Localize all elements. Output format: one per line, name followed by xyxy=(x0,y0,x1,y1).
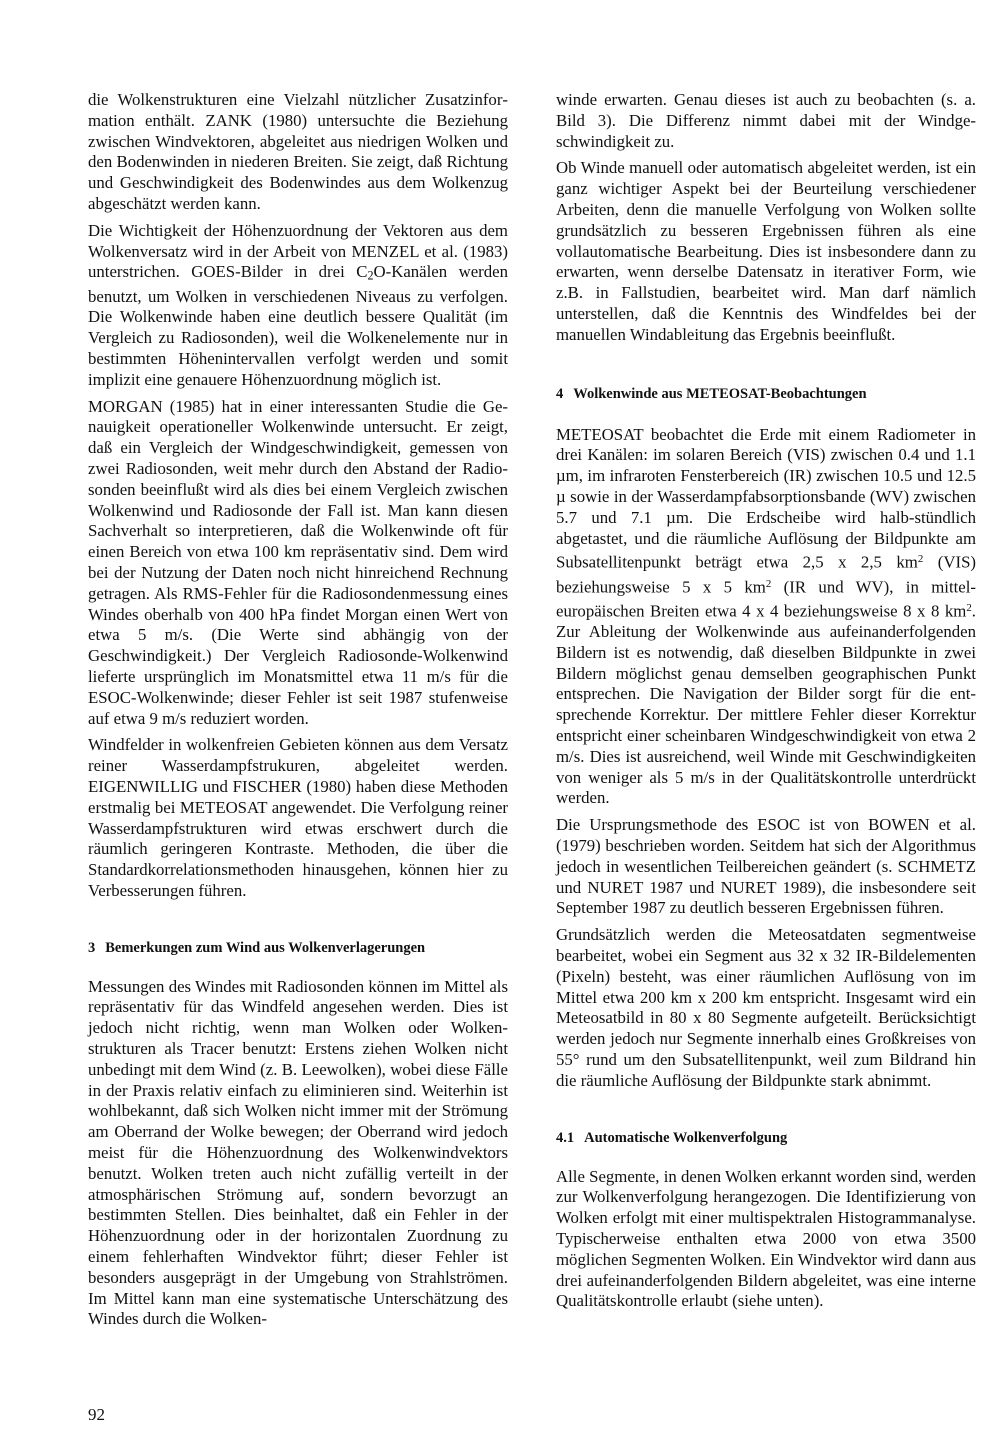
paragraph-winde-erwarten: winde erwarten. Genau dieses ist auch zu beobachten (s. a. Bild 3). Die Differenz nimmt dabei mit der Windgeschwindigkeit zu. xyxy=(556,90,976,151)
paragraph-morgan: MORGAN (1985) hat in einer interessanten Studie die Genauigkeit operationeller Wolkenwinde untersucht. Er zeigt, daß ein Vergleich der Windgeschwindigkeit, gemessen von zwei Radiosonden, weit mehr durch den Abstand der Radiosonden beeinflußt wird als dies bei einem Vergleich zwischen Wolkenwind und Radiosonde der Fall ist. Man kann diesen Sachverhalt so interpretieren, daß die Wolkenwinde oft für einen Bereich von etwa 100 km repräsentativ sind. Dem wird bei der Nutzung der Daten noch nicht hinreichend Rechnung getragen. Als RMS-Fehler für die Radiosondenmessung eines Windes oberhalb von 400 hPa findet Morgan einen Wert von etwa 5 m/s. (Die Werte sind abhängig von der Geschwindigkeit.) Der Vergleich Radiosonde-Wolkenwind lieferte ursprünglich im Monatsmittel etwa 11 m/s für die ESOC-Wolkenwinde; dieser Fehler ist seit 1987 stufenweise auf etwa 9 m/s reduziert worden. xyxy=(88,396,508,728)
section-number-3: 3 xyxy=(88,939,96,956)
paragraph-windfelder: Windfelder in wolkenfreien Gebieten können aus dem Versatz reiner Wasserdampfstrukuren, abgeleitet werden. EIGENWILLIG und FISCHER (1980) haben diese Methoden erstmalig bei METEOSAT angewendet. Die Verfolgung reiner Wasserdampfstrukturen wird etwas erschwert durch die räumlich geringeren Kontraste. Methoden, die über die Standardkorrelationsmethoden hinausgehen, können hier zu Verbesserungen führen. xyxy=(88,735,508,900)
paragraph-menzel-part1: Die Wichtigkeit der Höhenzuordnung der Vektoren aus dem Wolkenversatz wird in der Arbeit von MENZEL et al. (1983) unterstrichen. GOES-Bilder in drei C xyxy=(88,220,508,282)
section-title-3: Bemerkungen zum Wind aus Wolkenverlagerungen xyxy=(105,939,426,956)
paragraph-messungen: Messungen des Windes mit Radiosonden können im Mittel als repräsentativ für das Windfeld angesehen werden. Dies ist jedoch nicht richtig, wenn man Wolken oder Wolkenstrukturen als Tracer benutzt: Erstens ziehen Wolken nicht unbedingt mit dem Wind (z. B. Leewolken), wobei diese Fälle in der Praxis relativ einfach zu eliminieren sind. Weiterhin ist wohlbekannt, daß sich Wolken nicht immer mit der Strömung am Oberrand der Wolke bewegen; der Oberrand wird jedoch meist für die Höhenzuordnung des Wolkenwindvektors benutzt. Wolken treten auch nicht zufällig verteilt in der atmosphärischen Strömung auf, sondern bevorzugt an bestimmten Stellen. Dies beinhaltet, daß ein Fehler in der Höhenzuordnung oder in der horizontalen Zuordnung zu einem fehlerhaften Windvektor führt; dieser Fehler ist besonders ausgeprägt in der Umgebung von Strahlströmen. Im Mittel kann man eine systematische Unterschätzung des Windes durch die Wolken- xyxy=(88,976,508,1329)
superscript-2c: 2 xyxy=(966,601,972,614)
superscript-2b: 2 xyxy=(765,577,772,590)
paragraph-menzel xyxy=(88,221,508,391)
superscript-2a: 2 xyxy=(917,553,924,566)
subscript-2: 2 xyxy=(367,268,374,283)
paragraph-menzel-part2: O-Kanälen werden benutzt, um Wolken in verschiedenen Niveaus zu verfolgen. Die Wolkenwinde haben eine deutlich bessere Qualität (im Vergleich zu Radiosonden), weil die Wolkenelemente nur in bestimmten Höhenintervallen verfolgt werden und somit implizit eine genauere Höhenzuordnung möglich ist. xyxy=(88,262,508,389)
section-heading-4-1 xyxy=(556,1130,976,1147)
right-column xyxy=(556,90,976,1312)
left-column xyxy=(88,90,508,1330)
section-title-4-1: Automatische Wolkenverfolgung xyxy=(584,1129,788,1146)
paragraph-meteosat-part2: (VIS) beziehungsweise 5 x 5 km xyxy=(556,552,976,597)
paragraph-meteosat xyxy=(556,425,976,810)
paragraph-meteosat-part4: . Zur Ableitung der Wolkenwinde aus aufeinanderfolgenden Bildern ist es notwendig, daß dieselben Bildpunkte in zwei Bildern möglichst genau demselben geographischen Punkt entsprechen. Die Navigation der Bilder sorgt für die entsprechende Korrektur. Der mittlere Fehler dieser Korrektur entspricht einer scheinbaren Windgeschwindigkeit von etwa 2 m/s. Dies ist ausreichend, weil Winde mit Geschwindigkeiten von weniger als 5 m/s in der Qualitätskontrolle unterdrückt werden. xyxy=(556,601,976,808)
paragraph-manuell-automatisch: Ob Winde manuell oder automatisch abgeleitet werden, ist ein ganz wichtiger Aspekt bei der Beurteilung verschiedener Arbeiten, denn die manuelle Verfolgung von Wolken sollte grundsätzlich zu besseren Ergebnissen führen als eine vollautomatische Bearbeitung. Dies ist insbesondere dann zu erwarten, wenn derselbe Datensatz in iterativer Form, wie z.B. in Fallstudien, bearbeitet wird. Man darf nämlich unterstellen, daß die Kenntnis des Windfeldes bei der manuellen Windableitung das Ergebnis beeinflußt. xyxy=(556,158,976,344)
paragraph-zank: die Wolkenstrukturen eine Vielzahl nützlicher Zusatzinformation enthält. ZANK (1980) untersuchte die Beziehung zwischen Windvektoren, abgeleitet aus niedrigen Wolken und den Bodenwinden in niederen Breiten. Sie zeigt, daß Richtung und Geschwindigkeit des Bodenwindes aus dem Wolkenzug abgeschätzt werden kann. xyxy=(88,90,508,213)
paragraph-meteosat-part1: METEOSAT beobachtet die Erde mit einem Radiometer in drei Kanälen: im solaren Bereich (VIS) zwischen 0.4 und 1.1 µm, im infraroten Fensterbereich (IR) zwischen 10.5 und 12.5 µ sowie in der Wasserdampfabsorptionsbande (WV) zwischen 5.7 und 7.1 µm. Die Erdscheibe wird halb-stündlich abgetastet, und die räumliche Auflösung der Bildpunkte am Subsatellitenpunkt beträgt etwa 2,5 x 2,5 km xyxy=(556,424,976,572)
paragraph-automatische: Alle Segmente, in denen Wolken erkannt worden sind, werden zur Wolkenverfolgung herangezogen. Die Identifizierung von Wolken erfolgt mit einer multispektralen Histogrammanalyse. Typischerweise enthalten etwa 2000 von etwa 3500 möglichen Segmenten Wolken. Ein Windvektor wird dann aus drei aufeinanderfolgenden Bildern abgeleitet, was eine interne Qualitätskontrolle erlaubt (siehe unten). xyxy=(556,1166,976,1311)
section-heading-3 xyxy=(88,940,508,957)
paragraph-meteosat-part3: (IR und WV), in mitteleuropäischen Breiten etwa 4 x 4 beziehungsweise 8 x 8 km xyxy=(556,577,976,621)
section-number-4: 4 xyxy=(556,385,564,402)
section-number-4-1: 4.1 xyxy=(556,1129,575,1146)
paragraph-esoc: Die Ursprungsmethode des ESOC ist von BOWEN et al. (1979) beschrieben worden. Seitdem hat sich der Algorithmus jedoch in wesentlichen Teilbereichen geändert (s. SCHMETZ und NURET 1987 und NURET 1989), die insbesondere seit September 1987 zu deutlich besseren Ergebnissen führen. xyxy=(556,815,976,918)
section-title-4: Wolkenwinde aus METEOSAT-Beobachtungen xyxy=(573,385,867,402)
page-number: 92 xyxy=(88,1405,105,1424)
section-heading-4 xyxy=(556,386,976,403)
paragraph-segmente: Grundsätzlich werden die Meteosatdaten segmentweise bearbeitet, wobei ein Segment aus 32 x 32 IR-Bildelementen (Pixeln) besteht, was einer räumlichen Auflösung von im Mittel etwa 200 km x 200 km entspricht. Insgesamt wird ein Meteosatbild in 80 x 80 Segmente aufgeteilt. Berücksichtigt werden jedoch nur Segmente innerhalb eines Großkreises von 55° rund um den Subsatellitenpunkt, weil zum Bildrand hin die räumliche Auflösung der Bildpunkte stark abnimmt. xyxy=(556,925,976,1090)
